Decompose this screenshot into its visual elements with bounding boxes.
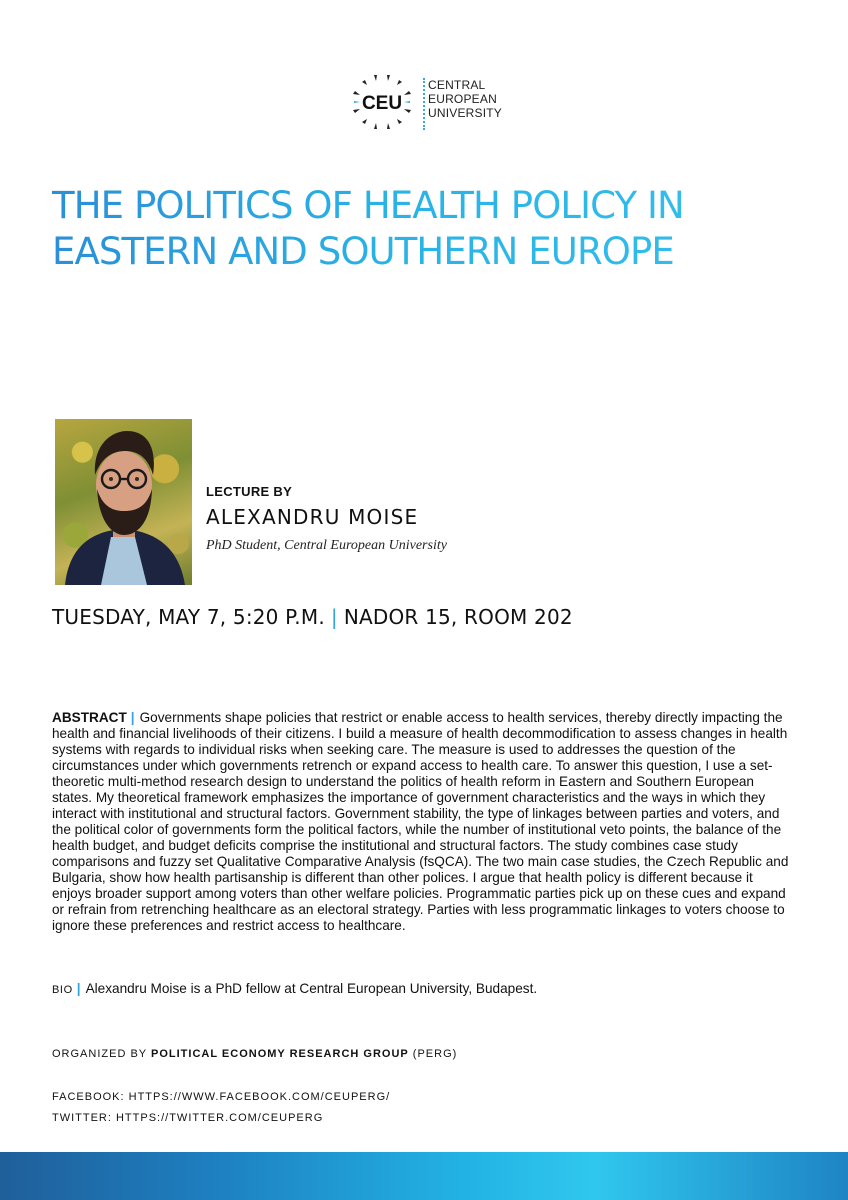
bio	[52, 981, 537, 998]
organizer-prefix: ORGANIZED BY	[52, 1048, 147, 1060]
logo-divider	[423, 78, 425, 130]
title-line-2: EASTERN AND SOUTHERN EUROPE	[52, 230, 674, 273]
ceu-logo-mark-icon	[350, 72, 414, 132]
organizer-group: POLITICAL ECONOMY RESEARCH GROUP	[151, 1048, 409, 1060]
abstract	[52, 710, 794, 934]
title-line-1: THE POLITICS OF HEALTH POLICY IN	[52, 184, 684, 227]
organizer-line	[52, 1048, 457, 1060]
logo-name-line: CENTRAL	[428, 78, 486, 92]
speaker-name: ALEXANDRU MOISE	[206, 505, 419, 529]
speaker-portrait-icon	[55, 419, 192, 585]
event-datetime: TUESDAY, MAY 7, 5:20 P.M.	[52, 605, 325, 629]
event-separator: |	[330, 605, 338, 629]
organizer-suffix: (PERG)	[412, 1048, 458, 1060]
ceu-wordmark: CEU	[361, 93, 403, 114]
abstract-label: ABSTRACT	[52, 710, 127, 725]
logo-university-name	[428, 78, 502, 120]
event-details	[52, 605, 573, 629]
lecture-by-label: LECTURE BY	[206, 484, 293, 499]
social-links	[52, 1087, 390, 1129]
speaker-photo	[55, 419, 192, 585]
event-location: NADOR 15, ROOM 202	[343, 605, 573, 629]
page-title	[52, 183, 812, 275]
bio-label: BIO	[52, 984, 73, 996]
bio-text: Alexandru Moise is a PhD fellow at Central European University, Budapest.	[85, 981, 538, 996]
abstract-text: Governments shape policies that restrict or enable access to health services, thereby directly impacting the health and financial livelihoods of their citizens. I build a measure of health decommodification to assess changes in health systems with regards to individual risks when seeking care. The measure is used to addresses the question of the circumstances under which governments retrench or expand access to health care. To answer this question, I use a set-theoretic multi-method research design to understand the politics of health reform in Eastern and Southern European states. My theoretical framework emphasizes the importance of government characteristics and the ways in which they interact with institutional and structural factors. Government stability, the type of linkages between parties and voters, and the political color of governments form the political factors, while the number of institutional veto points, the balance of the health budget, and budget deficits comprise the institutional and structural factors. The study combines case study comparisons and fuzzy set Qualitative Comparative Analysis (fsQCA). The two main case studies, the Czech Republic and Bulgaria, show how health partisanship is different than other polices. I argue that health policy is different because it enjoys broader support among voters than other welfare policies. Programmatic parties pick up on these cues and expand or refrain from retrenching healthcare as an electoral strategy. Parties with less programmatic linkages to voters choose to ignore these preferences and restrict access to healthcare.	[52, 710, 789, 933]
twitter-link[interactable]: TWITTER: HTTPS://TWITTER.COM/CEUPERG	[52, 1112, 324, 1124]
facebook-link[interactable]: FACEBOOK: HTTPS://WWW.FACEBOOK.COM/CEUPERG/	[52, 1091, 391, 1103]
footer-band	[0, 1152, 848, 1200]
abstract-separator: |	[130, 710, 135, 725]
bio-separator: |	[76, 981, 81, 996]
ceu-logo	[350, 72, 510, 136]
logo-name-line: UNIVERSITY	[428, 106, 503, 120]
logo-name-line: EUROPEAN	[428, 92, 497, 106]
speaker-role: PhD Student, Central European University	[206, 538, 447, 553]
